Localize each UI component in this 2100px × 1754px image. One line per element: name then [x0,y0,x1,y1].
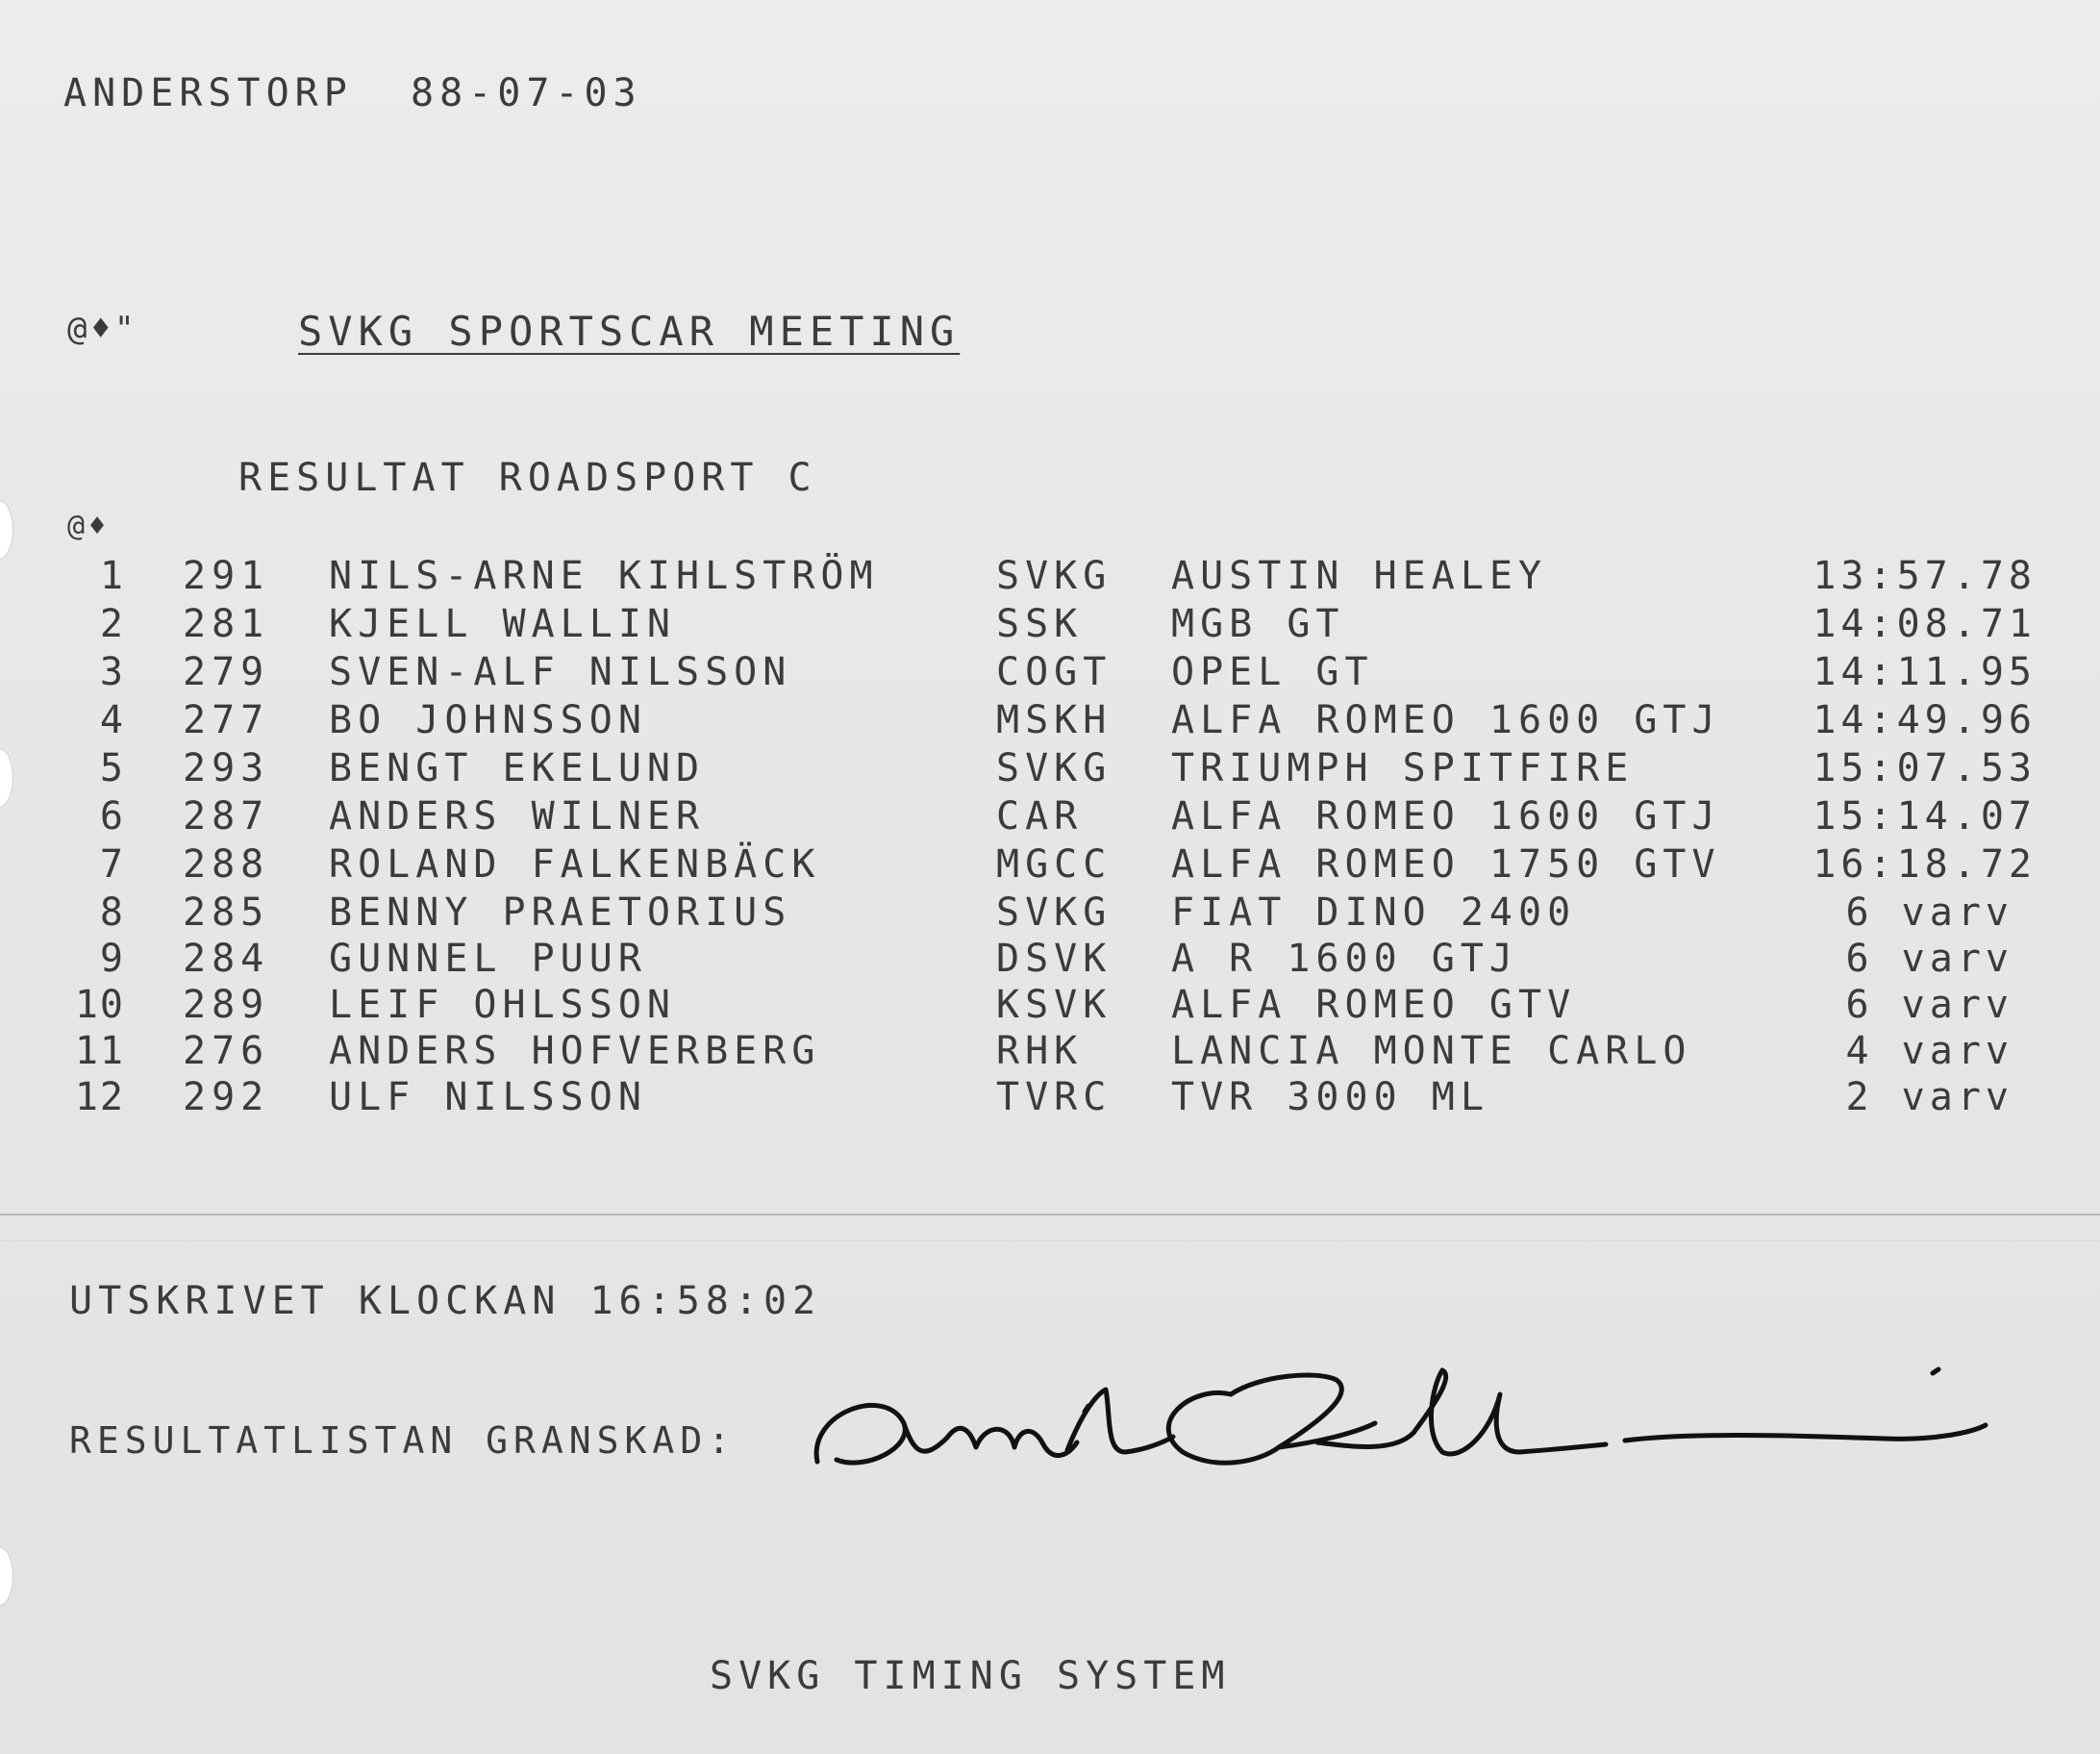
driver-name: ANDERS HOFVERBERG [329,1029,821,1073]
club: SVKG [996,890,1112,935]
driver-name: GUNNEL PUUR [329,937,647,981]
punch-hole [0,500,13,560]
car-model: FIAT DINO 2400 [1171,890,1577,935]
list-marker: @♦ [67,510,111,543]
start-number: 284 [183,937,270,981]
club: CAR [996,794,1084,839]
club: SVKG [996,746,1112,790]
club: MGCC [996,842,1112,887]
place: 2 [99,602,125,646]
start-number: 281 [183,602,270,646]
start-number: 279 [183,650,270,694]
club: RHK [996,1029,1084,1073]
race-result: 6 varv [1845,890,2013,935]
signature [779,1356,2010,1500]
club: SSK [996,602,1084,646]
driver-name: BENGT EKELUND [329,746,706,790]
place: 5 [99,746,125,790]
start-number: 291 [183,554,270,598]
results-title: RESULTAT ROADSPORT C [238,456,817,500]
place: 6 [99,794,125,839]
driver-name: ANDERS WILNER [329,794,706,839]
car-model: ALFA ROMEO 1750 GTV [1171,842,1721,887]
start-number: 292 [183,1075,270,1119]
driver-name: SVEN-ALF NILSSON [329,650,792,694]
car-model: A R 1600 GTJ [1171,937,1518,981]
symbol-line: @♦" [67,310,138,348]
reviewed-label: RESULTATLISTAN GRANSKAD: [69,1419,737,1462]
car-model: ALFA ROMEO 1600 GTJ [1171,698,1721,742]
start-number: 289 [183,983,270,1027]
start-number: 285 [183,890,270,935]
driver-name: KJELL WALLIN [329,602,676,646]
race-result: 15:07.53 [1812,746,2037,790]
driver-name: BO JOHNSSON [329,698,647,742]
club: SVKG [996,554,1112,598]
driver-name: NILS-ARNE KIHLSTRÖM [329,554,879,598]
race-result: 14:49.96 [1812,698,2037,742]
start-number: 276 [183,1029,270,1073]
event-title: SVKG SPORTSCAR MEETING [298,308,961,355]
race-result: 4 varv [1845,1029,2013,1073]
start-number: 277 [183,698,270,742]
race-result: 2 varv [1845,1075,2013,1119]
printed-time: UTSKRIVET KLOCKAN 16:58:02 [69,1279,822,1323]
race-result: 13:57.78 [1812,554,2037,598]
place: 8 [99,890,125,935]
place: 4 [99,698,125,742]
place: 10 [74,983,125,1027]
place: 9 [99,937,125,981]
location-date: ANDERSTORP 88-07-03 [63,71,642,115]
place: 1 [99,554,125,598]
start-number: 287 [183,794,270,839]
race-result: 14:11.95 [1812,650,2037,694]
punch-hole [0,1546,13,1606]
driver-name: BENNY PRAETORIUS [329,890,792,935]
club: KSVK [996,983,1112,1027]
place: 3 [99,650,125,694]
car-model: MGB GT [1171,602,1345,646]
place: 11 [74,1029,125,1073]
race-result: 16:18.72 [1812,842,2037,887]
system-name: SVKG TIMING SYSTEM [710,1654,1231,1698]
club: COGT [996,650,1112,694]
club: TVRC [996,1075,1112,1119]
club: MSKH [996,698,1112,742]
race-result: 6 varv [1845,937,2013,981]
paper-fold [0,1240,2100,1241]
place: 7 [99,842,125,887]
car-model: AUSTIN HEALEY [1171,554,1548,598]
driver-name: ROLAND FALKENBÄCK [329,842,821,887]
car-model: TRIUMPH SPITFIRE [1171,746,1635,790]
car-model: OPEL GT [1171,650,1374,694]
driver-name: ULF NILSSON [329,1075,647,1119]
place: 12 [74,1075,125,1119]
club: DSVK [996,937,1112,981]
race-result: 6 varv [1845,983,2013,1027]
punch-hole [0,748,13,808]
divider-line [0,1214,2100,1215]
start-number: 293 [183,746,270,790]
start-number: 288 [183,842,270,887]
car-model: LANCIA MONTE CARLO [1171,1029,1692,1073]
car-model: ALFA ROMEO GTV [1171,983,1577,1027]
driver-name: LEIF OHLSSON [329,983,676,1027]
race-result: 15:14.07 [1812,794,2037,839]
car-model: TVR 3000 ML [1171,1075,1489,1119]
car-model: ALFA ROMEO 1600 GTJ [1171,794,1721,839]
race-result: 14:08.71 [1812,602,2037,646]
